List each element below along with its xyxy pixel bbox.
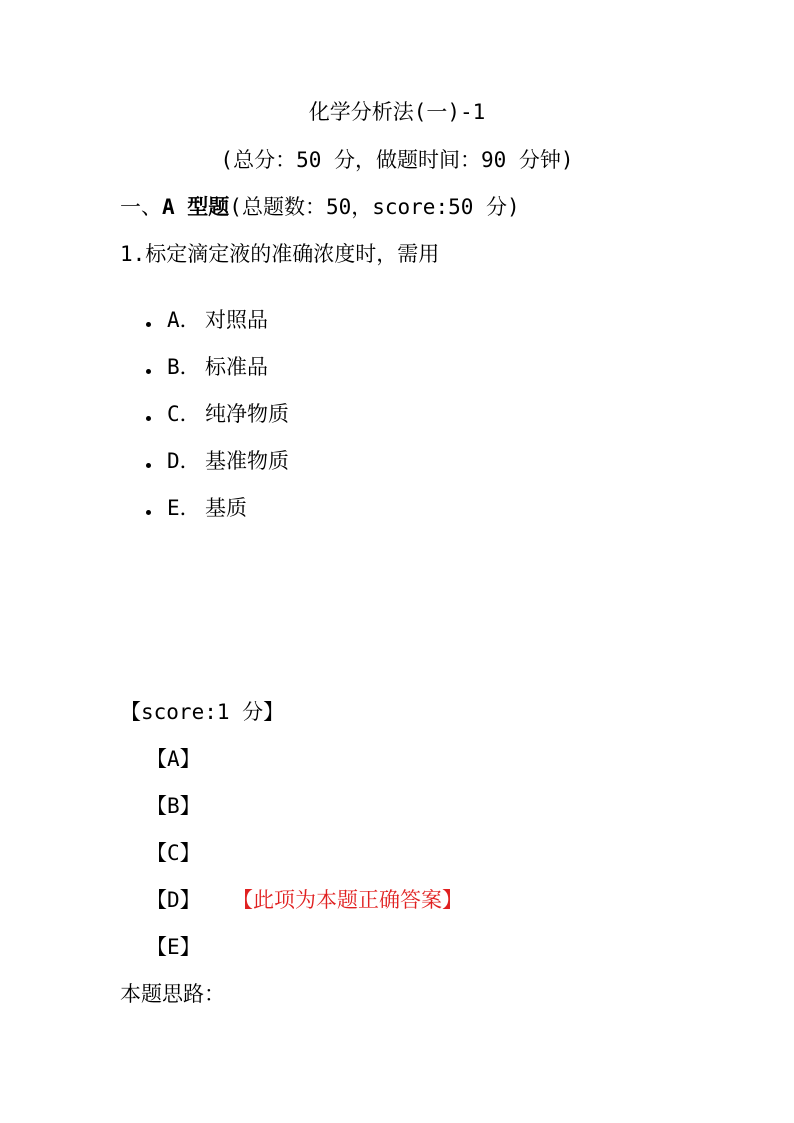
answer-choice-b: 【B】 bbox=[146, 794, 201, 818]
correct-answer-note: 【此项为本题正确答案】 bbox=[232, 888, 463, 912]
option-letter: B． bbox=[167, 355, 201, 379]
option-text: 基质 bbox=[205, 496, 247, 520]
option-text: 标准品 bbox=[205, 355, 268, 379]
bullet-icon bbox=[146, 416, 151, 421]
bullet-icon bbox=[146, 322, 151, 327]
option-letter: A． bbox=[167, 308, 201, 332]
section-info: (总题数：50，score:50 分) bbox=[229, 195, 520, 219]
bullet-icon bbox=[146, 369, 151, 374]
option-letter: D． bbox=[167, 449, 201, 473]
section-prefix: 一、 bbox=[120, 195, 162, 219]
section-type: A 型题 bbox=[162, 195, 230, 219]
document-title: 化学分析法(一)-1 bbox=[308, 100, 486, 124]
option-text: 对照品 bbox=[205, 308, 268, 332]
section-heading bbox=[120, 193, 520, 221]
document-subtitle: (总分：50 分，做题时间：90 分钟) bbox=[220, 148, 574, 172]
bullet-icon bbox=[146, 463, 151, 468]
bullet-icon bbox=[146, 510, 151, 515]
answer-choice-d: 【D】 bbox=[146, 888, 201, 912]
option-text: 基准物质 bbox=[205, 449, 289, 473]
question-stem: 1.标定滴定液的准确浓度时，需用 bbox=[120, 242, 440, 266]
answer-choice-c: 【C】 bbox=[146, 841, 201, 865]
explanation-label: 本题思路： bbox=[120, 982, 225, 1006]
answer-choice-a: 【A】 bbox=[146, 747, 201, 771]
option-text: 纯净物质 bbox=[205, 402, 289, 426]
option-letter: E． bbox=[167, 496, 201, 520]
option-letter: C． bbox=[167, 402, 201, 426]
score-label: 【score:1 分】 bbox=[120, 700, 285, 724]
answer-choice-e: 【E】 bbox=[146, 935, 201, 959]
